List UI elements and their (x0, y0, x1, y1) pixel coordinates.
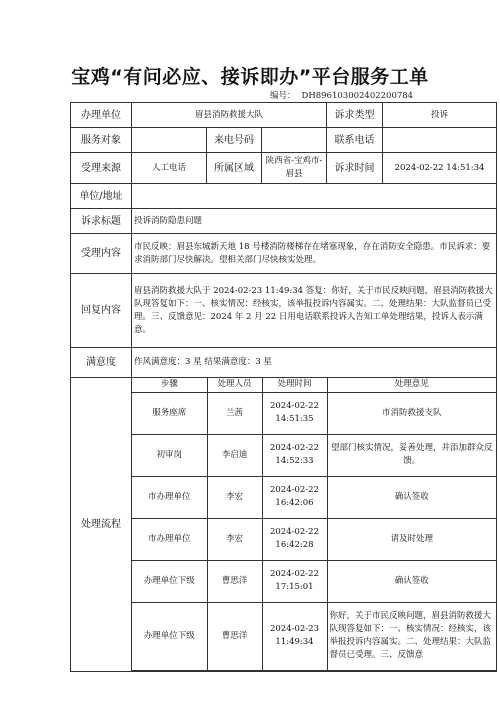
page-title: 宝鸡“有问必应、接诉即办”平台服务工单 (71, 66, 429, 88)
process-person: 曹思洋 (207, 602, 262, 670)
process-opinion: 确认签收 (327, 560, 496, 602)
process-opinion: 请及时处理 (327, 518, 496, 560)
source-value: 人工电话 (132, 153, 207, 184)
type-label: 诉求类型 (327, 103, 383, 128)
target-label: 服务对象 (71, 128, 132, 153)
process-person: 曹思洋 (207, 560, 262, 602)
time-value: 2024-02-22 14:51:34 (383, 153, 497, 184)
contact-value (383, 128, 497, 153)
process-header: 步骤 (132, 378, 207, 392)
process-header-row (132, 378, 496, 392)
serial-number (270, 89, 413, 101)
address-value (132, 184, 497, 209)
process-step: 市办理单位 (132, 518, 207, 560)
subject-label: 诉求标题 (71, 209, 132, 234)
time-label: 诉求时间 (327, 153, 383, 184)
process-row (132, 602, 496, 670)
process-time: 2024-02-22 17:15:01 (262, 560, 327, 602)
process-header: 处理时间 (262, 378, 327, 392)
process-time: 2024-02-23 11:49:34 (262, 602, 327, 670)
process-person: 李宏 (207, 518, 262, 560)
process-row (132, 434, 496, 476)
office-label: 办理单位 (71, 103, 132, 128)
process-row (132, 476, 496, 518)
process-time: 2024-02-22 16:42:06 (262, 476, 327, 518)
process-step: 服务座席 (132, 392, 207, 434)
process-time: 2024-02-22 14:52:33 (262, 434, 327, 476)
type-value: 投诉 (383, 103, 497, 128)
phone-label: 来电号码 (207, 128, 262, 153)
target-value (132, 128, 207, 153)
process-person: 兰茜 (207, 392, 262, 434)
process-row (132, 518, 496, 560)
process-step: 办理单位下级 (132, 602, 207, 670)
process-row (132, 560, 496, 602)
process-label: 处理流程 (71, 378, 132, 672)
satisfaction-value: 作风满意度：3 星 结果满意度：3 星 (132, 348, 497, 378)
process-opinion: 确认签收 (327, 476, 496, 518)
process-person: 李宏 (207, 476, 262, 518)
process-row (132, 392, 496, 434)
process-person: 李启迪 (207, 434, 262, 476)
reply-value: 眉县消防救援大队于 2024-02-23 11:49:34 答复：你好，关于市民反映问题，眉县消防救援大队现答复如下：一、核实情况：经核实，该举报投诉内容属实。二、处理结果：大队监督员已受理。三、反馈意见：2024 年 2 月 22 日用电话联系投诉人告知工单处理结果，投诉人表示满意。 (132, 274, 497, 348)
source-label: 受理来源 (71, 153, 132, 184)
reply-label: 回复内容 (71, 274, 132, 348)
area-label: 所属区域 (207, 153, 262, 184)
office-value: 眉县消防救援大队 (132, 103, 327, 128)
process-time: 2024-02-22 16:42:28 (262, 518, 327, 560)
process-header: 处理意见 (327, 378, 496, 392)
process-step: 市办理单位 (132, 476, 207, 518)
subject-value: 投诉消防隐患问题 (132, 209, 497, 234)
process-opinion: 望部门核实情况，妥善处理，并添加群众反馈。 (327, 434, 496, 476)
process-header: 处理人员 (207, 378, 262, 392)
accept-value: 市民反映：眉县东城新天地 18 号楼消防楼梯存在堵塞现象，存在消防安全隐患。市民诉求：要求消防部门尽快解决。望相关部门尽快核实处理。 (132, 234, 497, 274)
satisfaction-label: 满意度 (71, 348, 132, 378)
serial-label: 编号： (270, 91, 296, 101)
phone-value (262, 128, 327, 153)
work-order-form (70, 102, 497, 672)
accept-label: 受理内容 (71, 234, 132, 274)
process-table-cell (132, 378, 497, 672)
area-value: 陕西省-宝鸡市-眉县 (262, 153, 327, 184)
process-step: 办理单位下级 (132, 560, 207, 602)
process-table (132, 378, 496, 671)
process-opinion: 你好，关于市民反映问题，眉县消防救援大队现答复如下：一、核实情况：经核实，该举报投诉内容属实。二、处理结果：大队监督员已受理。三、反馈意 (327, 602, 496, 670)
serial-value: DH896103002402200784 (301, 91, 414, 101)
contact-label: 联系电话 (327, 128, 383, 153)
address-label: 单位/地址 (71, 184, 132, 209)
process-opinion: 市消防救援支队 (327, 392, 496, 434)
process-step: 初审岗 (132, 434, 207, 476)
process-time: 2024-02-22 14:51:35 (262, 392, 327, 434)
